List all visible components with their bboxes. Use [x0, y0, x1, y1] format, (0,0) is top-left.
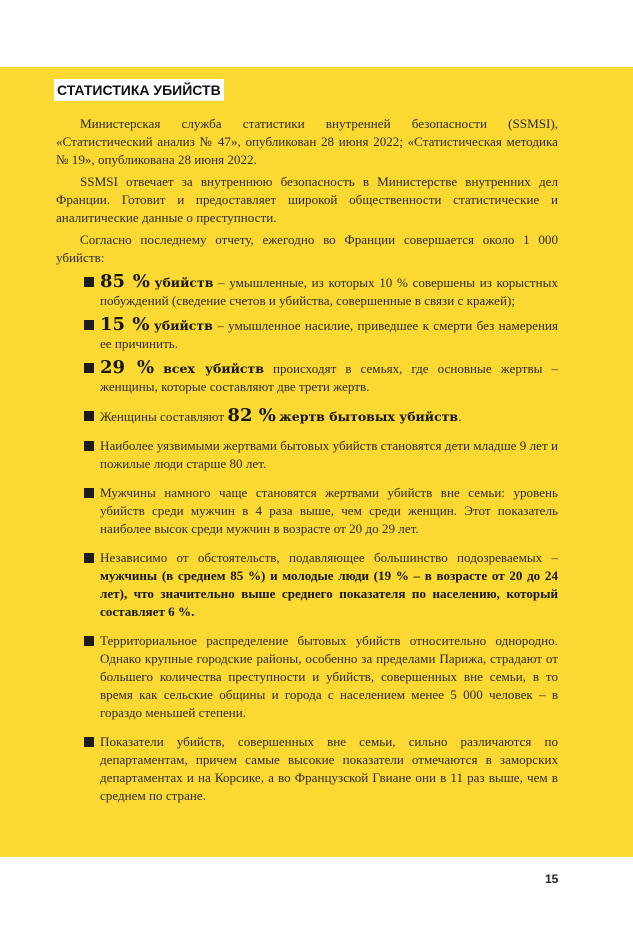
- stat-number: 15 %: [100, 314, 150, 335]
- page-number: 15: [545, 872, 559, 886]
- item-text: Мужчины намного чаще становятся жертвами убийств вне семьи: уровень убийств среди мужчин в 4 раза выше, чем среди женщин. Этот показатель наиболее высок среди мужчин в возрасте от 20 до 29 лет.: [100, 485, 558, 536]
- item-text: Показатели убийств, совершенных вне семьи, сильно различаются по департаментам, причем самые высокие показатели отмечаются в заморских департаментах и на Корсике, а во Французской Гвиане они в 11 раз выше, чем в среднем по стране.: [100, 734, 558, 803]
- section-title: СТАТИСТИКА УБИЙСТВ: [54, 79, 224, 101]
- list-item: [56, 484, 558, 538]
- stat-strong: убийств: [153, 318, 213, 333]
- square-bullet-icon: [84, 277, 94, 287]
- item-text: Наиболее уязвимыми жертвами бытовых убийств становятся дети младше 9 лет и пожилые люди старше 80 лет.: [100, 438, 558, 471]
- statistics-list: [56, 273, 558, 805]
- item-strong-text: мужчины (в среднем 85 %) и молодые люди (19 % – в возрасте от 20 до 24 лет), что значительно выше среднего показателя по населению, который составляет 6 %.: [100, 568, 558, 619]
- list-item: [56, 316, 558, 353]
- list-item: [56, 549, 558, 621]
- list-item: [56, 733, 558, 805]
- stat-text: .: [458, 409, 462, 424]
- square-bullet-icon: [84, 636, 94, 646]
- square-bullet-icon: [84, 737, 94, 747]
- stat-text: происходят в семьях, где основные жертвы – женщины, которые составляют две трети жертв.: [100, 361, 559, 394]
- list-item: [56, 437, 558, 473]
- list-item: [56, 407, 558, 426]
- paragraph: Согласно последнему отчету, ежегодно во Франции совершается около 1 000 убийств:: [56, 232, 558, 265]
- square-bullet-icon: [84, 441, 94, 451]
- list-item: [56, 273, 558, 310]
- list-item: [56, 359, 558, 396]
- main-content: [56, 115, 558, 816]
- item-text: Территориальное распределение бытовых убийств относительно однородно. Однако крупные городские районы, особенно за пределами Парижа, страдают от большего количества преступности и убийств, совершенных вне семьи, в то время как сельские общины и города с населением менее 5 000 человек – в гораздо меньшей степени.: [100, 633, 558, 720]
- square-bullet-icon: [84, 363, 94, 373]
- square-bullet-icon: [84, 488, 94, 498]
- paragraph: Министерская служба статистики внутренней безопасности (SSMSI), «Статистический анализ № 47», опубликован 28 июня 2022; «Статистическая методика № 19», опубликована 28 июня 2022.: [56, 116, 558, 167]
- stat-text: Женщины составляют: [100, 409, 228, 424]
- stat-strong: убийств: [154, 275, 214, 290]
- list-item: [56, 632, 558, 722]
- square-bullet-icon: [84, 411, 94, 421]
- square-bullet-icon: [84, 320, 94, 330]
- square-bullet-icon: [84, 553, 94, 563]
- item-text: Независимо от обстоятельств, подавляющее большинство подозреваемых –: [100, 550, 558, 565]
- paragraph: SSMSI отвечает за внутреннюю безопасность в Министерстве внутренних дел Франции. Готовит и предоставляет широкой общественности статистические и аналитические данные о преступности.: [56, 174, 558, 225]
- stat-number: 82 %: [227, 405, 276, 426]
- stat-text: – умышленное насилие, приведшее к смерти без намерения ее причинить.: [100, 318, 558, 351]
- stat-strong: жертв бытовых убийств: [279, 409, 459, 424]
- stat-number: 29 %: [100, 357, 155, 378]
- stat-number: 85 %: [100, 271, 150, 292]
- stat-text: – умышленные, из которых 10 % совершены из корыстных побуждений (сведение счетов и убийства, совершенные в связи с кражей);: [100, 275, 558, 308]
- stat-strong: всех убийств: [163, 361, 264, 376]
